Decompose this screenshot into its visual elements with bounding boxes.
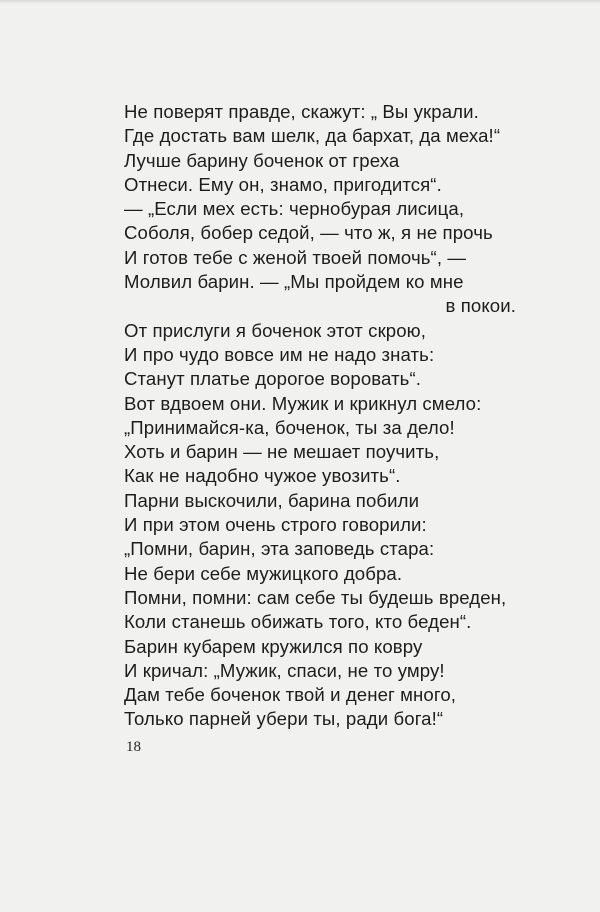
poem-line-continuation: в покои.	[445, 295, 516, 317]
poem-line: Как не надобно чужое увозить“.	[124, 465, 401, 487]
poem-line: И про чудо вовсе им не надо знать:	[124, 343, 435, 365]
poem-line: Барин кубарем кружился по ковру	[124, 635, 423, 657]
poem-line: Отнеси. Ему он, знамо, пригодится“.	[124, 173, 442, 195]
poem-line: Помни, помни: сам себе ты будешь вреден,	[124, 586, 507, 608]
poem-line: Молвил барин. — „Мы пройдем ко мне	[124, 271, 464, 293]
poem-line: Не бери себе мужицкого добра.	[124, 562, 403, 584]
page-edge	[0, 0, 600, 4]
poem-line: Станут платье дорогое воровать“.	[124, 368, 422, 390]
poem-line: „Принимайся-ка, боченок, ты за дело!	[124, 416, 455, 438]
poem-line: Хоть и барин — не мешает поучить,	[124, 441, 440, 463]
poem-line: И при этом очень строго говорили:	[124, 514, 427, 536]
poem-line: Дам тебе боченок твой и денег много,	[124, 684, 457, 706]
poem-line: И кричал: „Мужик, спаси, не то умру!	[124, 659, 445, 681]
poem-line: Только парней убери ты, ради бога!“	[124, 708, 444, 730]
poem-line: И готов тебе с женой твоей помочь“, —	[124, 246, 467, 268]
poem-line: Коли станешь обижать того, кто беден“.	[124, 611, 472, 633]
poem-line: Не поверят правде, скажут: „ Вы украли.	[124, 101, 479, 122]
poem-line: Соболя, бобер седой, — что ж, я не прочь	[124, 222, 493, 244]
poem-line: — „Если мех есть: чернобурая лисица,	[124, 198, 465, 220]
poem-line: Парни выскочили, барина побили	[124, 489, 420, 511]
poem-text-block	[124, 100, 564, 732]
poem-line: От прислуги я боченок этот скрою,	[124, 319, 426, 341]
poem-line: „Помни, барин, эта заповедь стара:	[124, 538, 435, 560]
poem-line: Лучше барину боченок от греха	[124, 149, 400, 171]
page-number: 18	[126, 739, 141, 755]
poem-line: Где достать вам шелк, да бархат, да меха!“	[124, 125, 501, 147]
poem-line: Вот вдвоем они. Мужик и крикнул смело:	[124, 392, 482, 414]
